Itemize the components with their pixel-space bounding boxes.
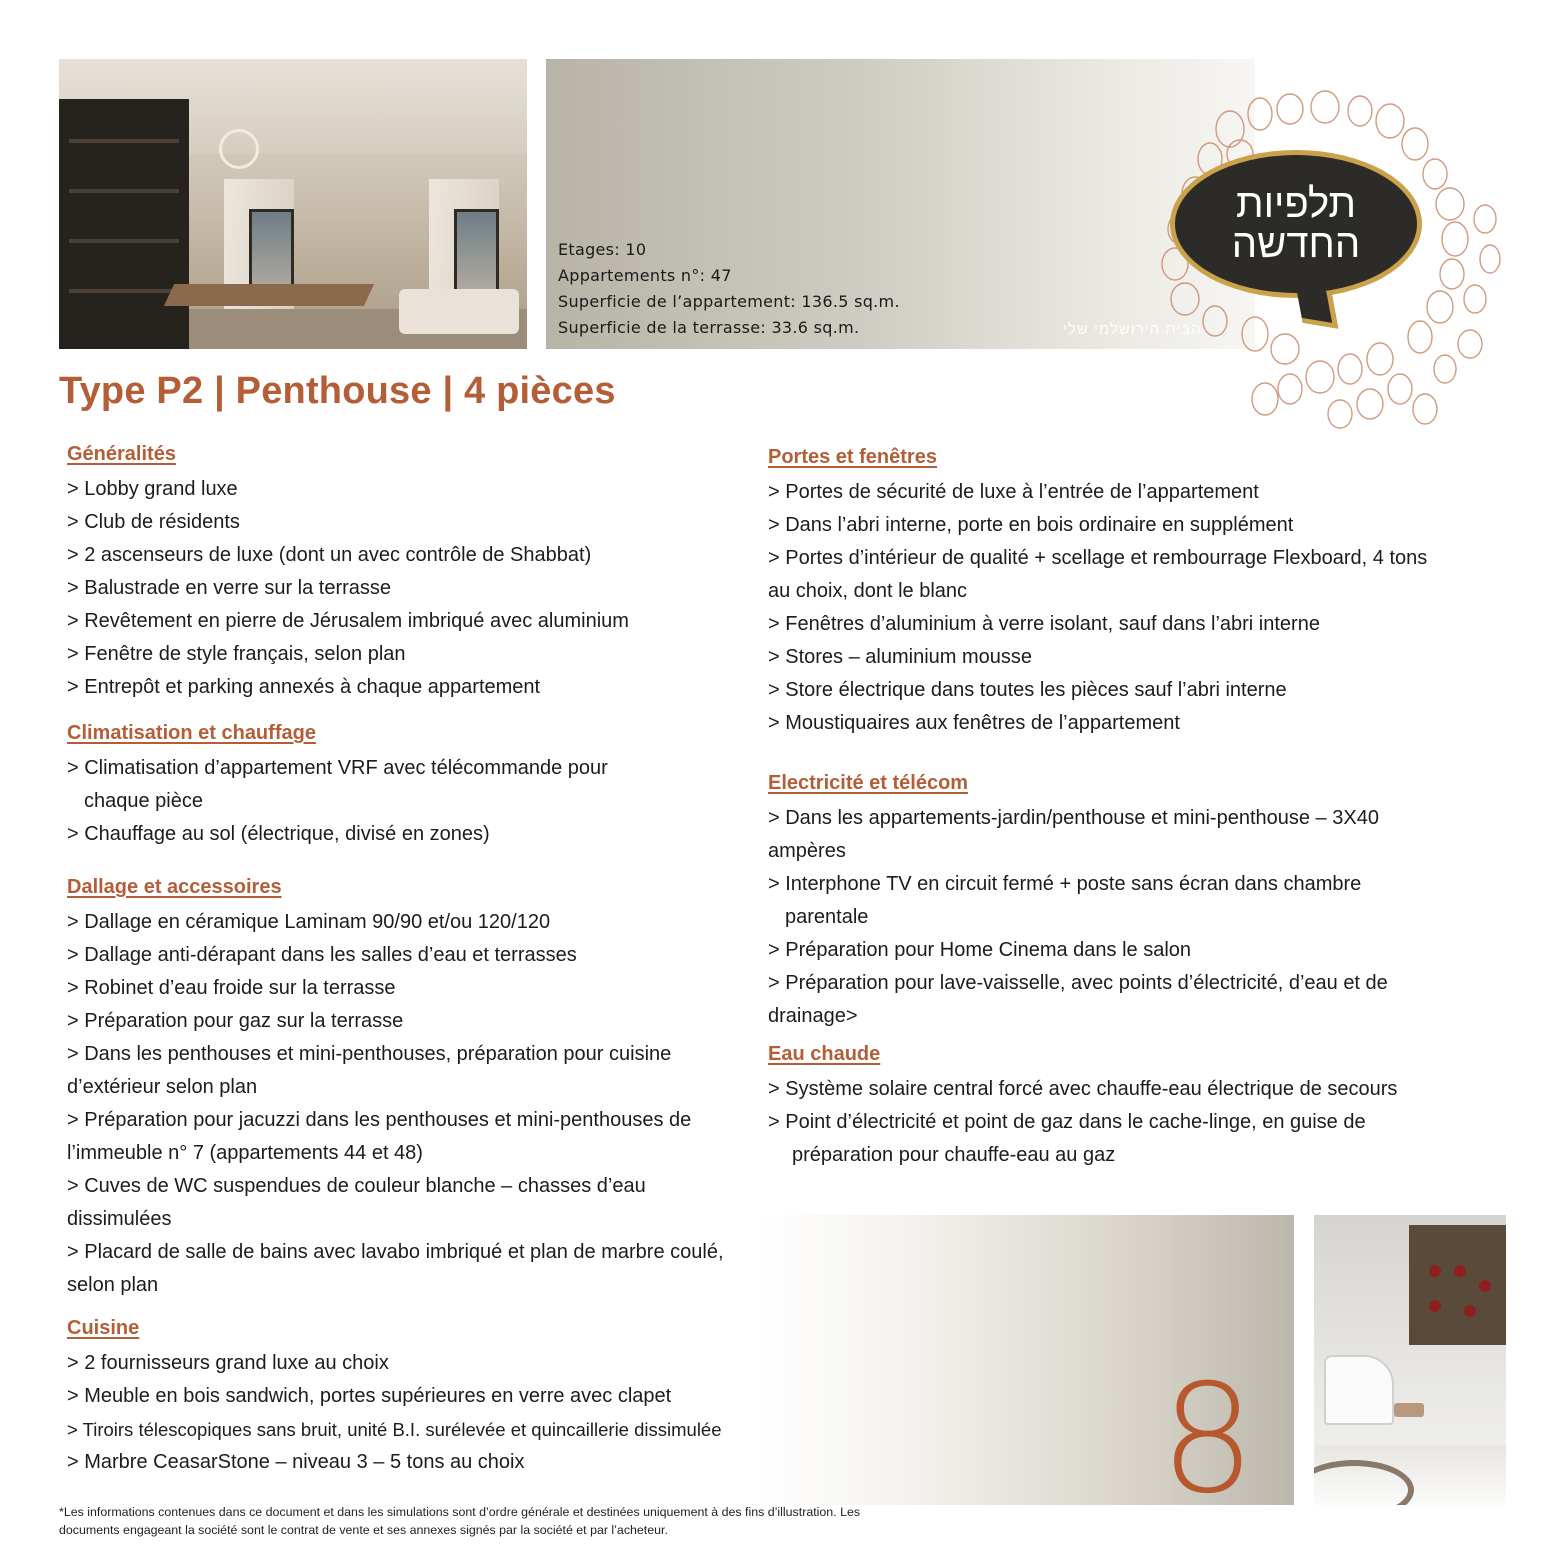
list-item: > Revêtement en pierre de Jérusalem imbriqué avec aluminium (67, 610, 629, 632)
page-title: Type P2 | Penthouse | 4 pièces (59, 370, 616, 412)
list-item: drainage> (768, 1005, 858, 1027)
list-item: préparation pour chauffe-eau au gaz (792, 1144, 1116, 1166)
logo-tagline: הבית הירושלמי שלי (1063, 321, 1202, 338)
talpiot-logo-bubble (1170, 150, 1422, 298)
list-item: > Préparation pour gaz sur la terrasse (67, 1010, 404, 1032)
section-heading: Dallage et accessoires (67, 876, 282, 898)
list-item: > Préparation pour jacuzzi dans les penthouses et mini-penthouses de (67, 1109, 692, 1131)
list-item: > Préparation pour Home Cinema dans le salon (768, 939, 1192, 961)
list-item: > Point d’électricité et point de gaz dans le cache-linge, en guise de (768, 1111, 1366, 1133)
list-item: > Fenêtres d’aluminium à verre isolant, sauf dans l’abri interne (768, 613, 1320, 635)
list-item: > Robinet d’eau froide sur la terrasse (67, 977, 396, 999)
section-heading: Electricité et télécom (768, 772, 969, 794)
list-item: > Préparation pour lave-vaisselle, avec points d’électricité, d’eau et de (768, 972, 1388, 994)
section-heading: Eau chaude (768, 1043, 881, 1065)
list-item: selon plan (67, 1274, 159, 1296)
list-item: > Balustrade en verre sur la terrasse (67, 577, 392, 599)
list-item: au choix, dont le blanc (768, 580, 968, 602)
logo-line-2: החדשה (1231, 222, 1361, 266)
section-dallage (67, 876, 767, 1302)
page-number: 8 (1160, 1353, 1256, 1527)
list-item: chaque pièce (84, 790, 203, 812)
list-item: > Dans l’abri interne, porte en bois ordinaire en supplément (768, 514, 1294, 536)
list-item: > Meuble en bois sandwich, portes supérieures en verre avec clapet (67, 1385, 672, 1407)
section-electricite (768, 772, 1468, 1033)
list-item: > Fenêtre de style français, selon plan (67, 643, 406, 665)
list-item: l’immeuble n° 7 (appartements 44 et 48) (67, 1142, 423, 1164)
section-heading: Portes et fenêtres (768, 446, 937, 468)
list-item: > Portes de sécurité de luxe à l’entrée de l’appartement (768, 481, 1259, 503)
list-item: > Portes d’intérieur de qualité + scellage et rembourrage Flexboard, 4 tons (768, 547, 1428, 569)
list-item: > 2 ascenseurs de luxe (dont un avec contrôle de Shabbat) (67, 544, 592, 566)
list-item: d’extérieur selon plan (67, 1076, 258, 1098)
section-eau-chaude (768, 1043, 1468, 1172)
list-item: > Dallage en céramique Laminam 90/90 et/ou 120/120 (67, 911, 551, 933)
list-item: > Dallage anti-dérapant dans les salles d’eau et terrasses (67, 944, 577, 966)
section-cuisine (67, 1317, 767, 1479)
list-item: > Interphone TV en circuit fermé + poste sans écran dans chambre (768, 873, 1362, 895)
legal-disclaimer: *Les informations contenues dans ce document et dans les simulations sont d’ordre générale et destinées uniquement à des fins d’illustration. Les documents engageant la société sont le contrat de vente et ses annexes signés par la société et par l’acheteur. (59, 1505, 861, 1537)
list-item: > Tiroirs télescopiques sans bruit, unité B.I. surélevée et quincaillerie dissimulée (67, 1419, 722, 1440)
list-item: dissimulées (67, 1208, 172, 1230)
piano-room-render-image (1314, 1215, 1506, 1505)
list-item: > 2 fournisseurs grand luxe au choix (67, 1352, 389, 1374)
section-heading: Climatisation et chauffage (67, 722, 316, 744)
list-item: > Marbre CeasarStone – niveau 3 – 5 tons au choix (67, 1451, 525, 1473)
list-item: > Cuves de WC suspendues de couleur blanche – chasses d’eau (67, 1175, 646, 1197)
info-apartment-number: Appartements n°: 47 (558, 266, 732, 285)
list-item: > Moustiquaires aux fenêtres de l’appartement (768, 712, 1180, 734)
section-heading: Généralités (67, 443, 176, 465)
list-item: parentale (785, 906, 869, 928)
list-item: > Lobby grand luxe (67, 478, 238, 500)
list-item: > Club de résidents (67, 511, 240, 533)
list-item: > Dans les penthouses et mini-penthouses, préparation pour cuisine (67, 1043, 672, 1065)
list-item: ampères (768, 840, 846, 862)
section-climatisation (67, 722, 767, 851)
section-heading: Cuisine (67, 1317, 140, 1339)
info-apartment-area: Superficie de l’appartement: 136.5 sq.m. (558, 292, 900, 311)
list-item: > Dans les appartements-jardin/penthouse et mini-penthouse – 3X40 (768, 807, 1379, 829)
logo-line-1: תלפיות (1235, 182, 1357, 226)
list-item: > Climatisation d’appartement VRF avec télécommande pour (67, 757, 608, 779)
list-item: > Placard de salle de bains avec lavabo imbriqué et plan de marbre coulé, (67, 1241, 724, 1263)
list-item: > Store électrique dans toutes les pièces sauf l’abri interne (768, 679, 1287, 701)
info-floors: Etages: 10 (558, 240, 647, 259)
list-item: > Système solaire central forcé avec chauffe-eau électrique de secours (768, 1078, 1398, 1100)
list-item: > Entrepôt et parking annexés à chaque appartement (67, 676, 541, 698)
info-terrace-area: Superficie de la terrasse: 33.6 sq.m. (558, 318, 860, 337)
section-generalites (67, 443, 767, 704)
section-portes-fenetres (768, 446, 1468, 740)
building-info-list (558, 237, 900, 341)
list-item: > Stores – aluminium mousse (768, 646, 1033, 668)
living-room-render-image (59, 59, 527, 349)
list-item: > Chauffage au sol (électrique, divisé en zones) (67, 823, 490, 845)
